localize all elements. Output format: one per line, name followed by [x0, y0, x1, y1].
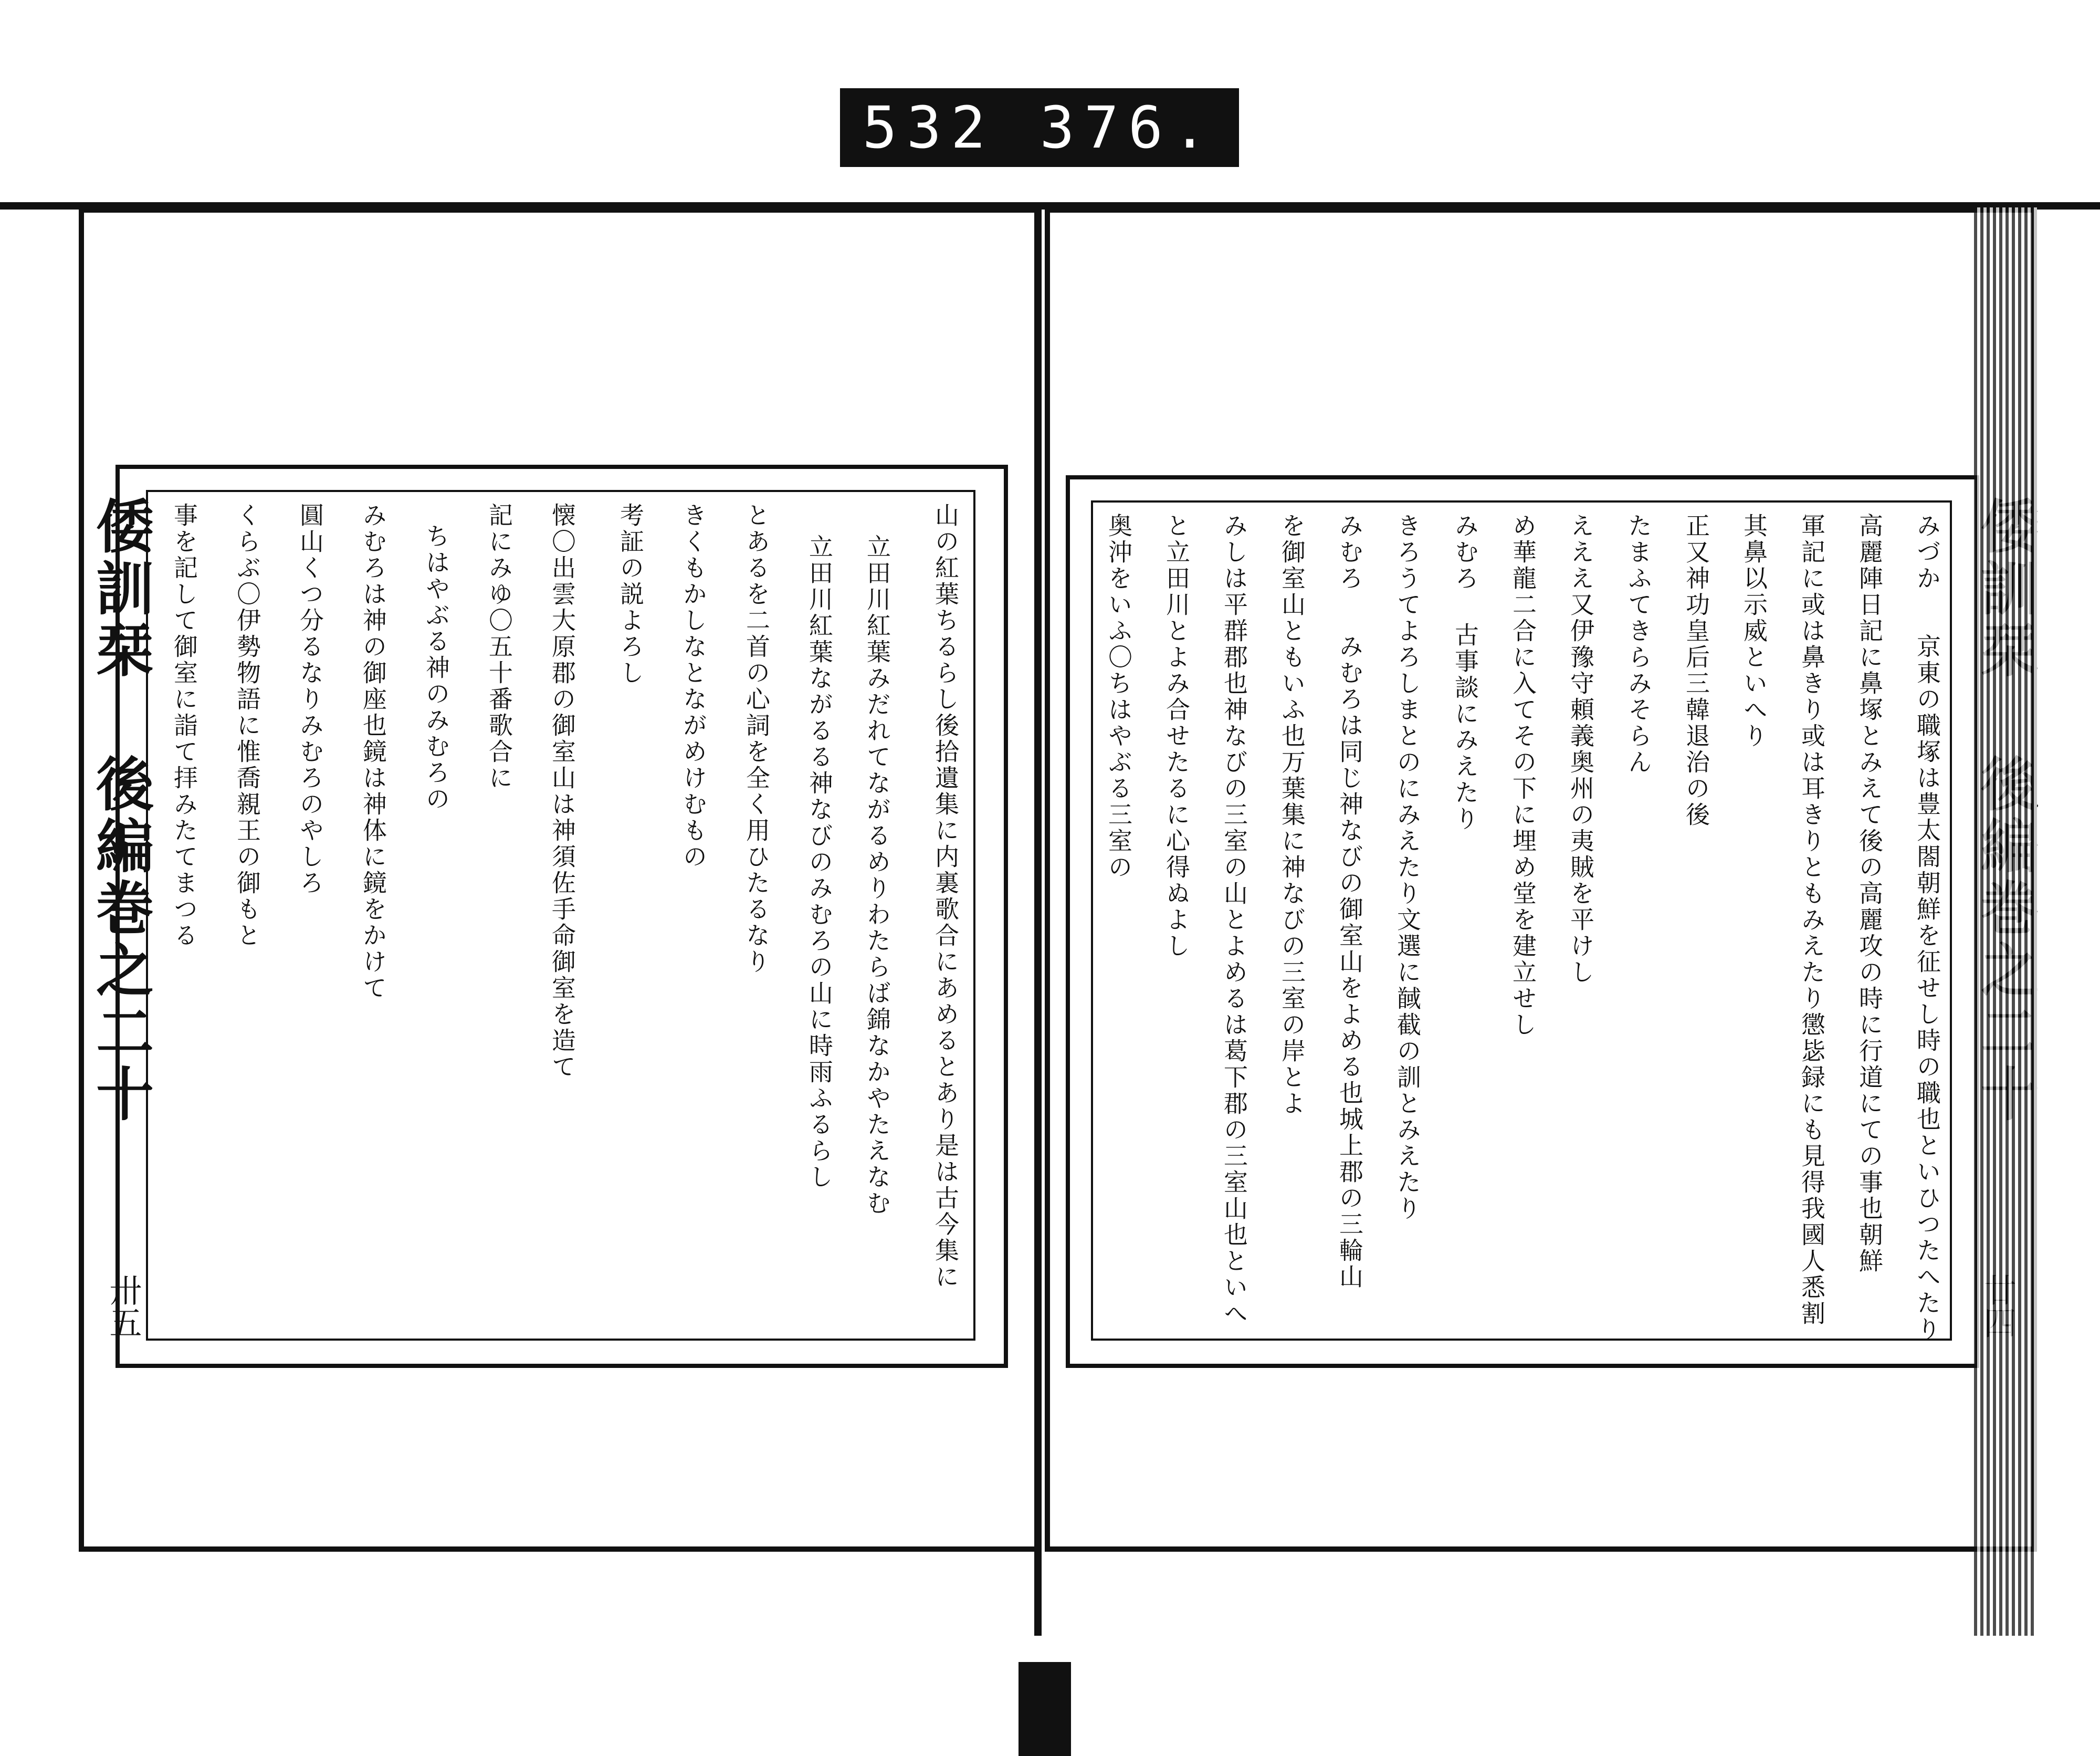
- right-col-11: みむろは同じ神なびの御室山をよめる也城上郡の三輪山: [1336, 634, 1364, 1290]
- left-text-frame: [116, 465, 1008, 1368]
- left-col-6: 考証の説よろし: [616, 503, 645, 686]
- catalog-label: [840, 88, 1239, 167]
- right-col-15: 奥沖をいふ〇ちはやぶる三室の: [1105, 513, 1133, 881]
- right-col-7: えええ又伊豫守頼義奥州の夷賊を平けし: [1567, 513, 1595, 986]
- left-col-5: きくもかしなとながめけむもの: [679, 503, 708, 870]
- right-heading-2: みむろ: [1336, 513, 1364, 592]
- left-folio: 卅五: [104, 1273, 142, 1339]
- right-col-3: 軍記に或は鼻きり或は耳きりともみえたり懲毖録にも見得我國人悉割: [1798, 513, 1826, 1327]
- right-col-12: を御室山ともいふ也万葉集に神なびの三室の岸とよ: [1278, 513, 1306, 1117]
- catalog-number-left: 532: [862, 94, 995, 161]
- right-col-10: きろうてよろしまとのにみえたり文選に馘截の訓とみえたり: [1393, 513, 1422, 1222]
- left-note-1: 懐〇出雲大原郡の御室山は神須佐手命御室を造て: [548, 503, 576, 1080]
- right-heading-1: みづか: [1913, 513, 1941, 592]
- left-inner-frame: [146, 490, 975, 1341]
- catalog-number-right: 376.: [1040, 94, 1217, 161]
- right-page: [1045, 207, 2037, 1552]
- right-col-5: 正又神功皇后三韓退治の後: [1682, 513, 1710, 828]
- right-col-8: め華龍二合に入てその下に埋め堂を建立せし: [1509, 513, 1537, 1038]
- right-inner-frame: [1091, 500, 1952, 1341]
- book-spine: [1034, 207, 1042, 1636]
- left-col-9: 圓山くつ分るなりみむろのやしろ: [296, 503, 324, 896]
- left-col-10: くらぶ〇伊勢物語に惟喬親王の御もと: [233, 503, 261, 949]
- left-col-2: 立田川紅葉みだれてながるめりわたらば錦なかやたえなむ: [863, 534, 891, 1217]
- right-col-1: 京東の職塚は豊太閤朝鮮を征せし時の職也といひつたへたり: [1913, 634, 1941, 1343]
- left-col-1: 山の紅葉ちるらし後拾遺集に内裏歌合にあめるとあり是は古今集に: [931, 503, 960, 1290]
- left-margin-title: 倭訓栞 後編巻之二十: [87, 496, 154, 1126]
- right-col-4: 其鼻以示威といへり: [1740, 513, 1768, 749]
- left-col-8: みむろは神の御座也鏡は神体に鏡をかけて: [359, 503, 387, 1001]
- right-col-2: 高麗陣日記に鼻塚とみえて後の高麗攻の時に行道にての事也朝鮮: [1855, 513, 1884, 1274]
- right-col-13: みしは平群郡也神なびの三室の山とよめるは葛下郡の三室山也といへ: [1220, 513, 1248, 1327]
- left-col-3: 立田川紅葉ながるる神なびのみむろの山に時雨ふるらし: [805, 534, 834, 1190]
- left-note-2: 記にみゆ〇五十番歌合に: [485, 503, 513, 791]
- right-text-frame: [1066, 475, 1979, 1368]
- spine-block: [1018, 1662, 1071, 1756]
- page-edge-stack: [1974, 207, 2037, 1636]
- right-col-14: と立田川とよみ合せたるに心得ぬよし: [1162, 513, 1191, 959]
- left-col-11: 事を記して御室に詣て拝みたてまつる: [170, 503, 198, 949]
- left-col-4: とあるを二首の心詞を全く用ひたるなり: [742, 503, 771, 975]
- right-col-6: たまふてきらみそらん: [1624, 513, 1653, 776]
- left-col-7: ちはやぶる神のみむろの: [422, 524, 450, 812]
- left-page: [79, 207, 1040, 1552]
- right-col-9: みむろ 古事談にみえたり: [1451, 513, 1479, 832]
